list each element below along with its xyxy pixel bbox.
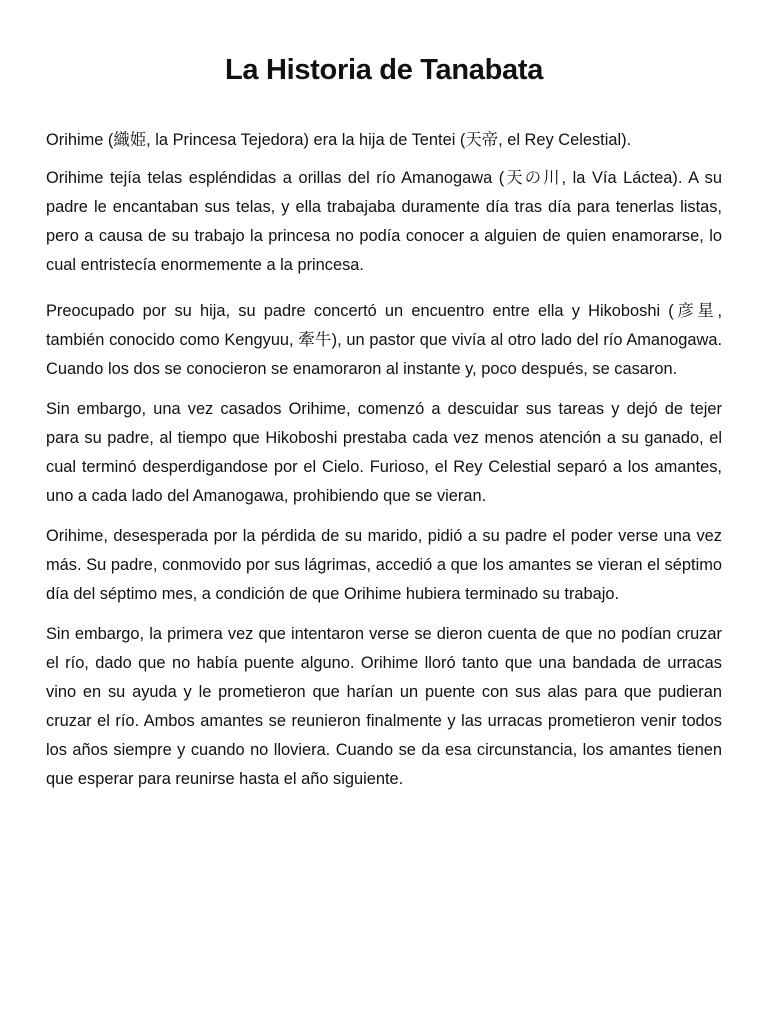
paragraph-5: Orihime, desesperada por la pérdida de su marido, pidió a su padre el poder verse una vez más. Su padre, conmovido por sus lágrimas, accedió a que los amantes se vieran el séptimo día del séptimo mes, a condición de que Orihime hubiera terminado su trabajo.	[46, 527, 722, 603]
document-page	[46, 0, 722, 805]
paragraph-2: Orihime tejía telas espléndidas a orillas del río Amanogawa (天の川, la Vía Láctea). A su padre le encantaban sus telas, y ella trabajaba duramente día tras día para tenerlas listas, pero a causa de su trabajo la princesa no podía conocer a alguien de quien enamorarse, lo cual entristecía enormemente a la princesa.	[46, 169, 722, 274]
page-title: La Historia de Tanabata	[224, 54, 544, 86]
paragraph-1: Orihime (織姫, la Princesa Tejedora) era la hija de Tentei (天帝, el Rey Celestial).	[46, 131, 632, 149]
paragraph-6: Sin embargo, la primera vez que intentaron verse se dieron cuenta de que no podían cruzar el río, dado que no había puente alguno. Orihime lloró tanto que una bandada de urracas vino en su ayuda y le prometieron que harían un puente con sus alas para que pudieran cruzar el río. Ambos amantes se reunieron finalmente y las urracas prometieron venir todos los años siempre y cuando no lloviera. Cuando se da esa circunstancia, los amantes tienen que esperar para reunirse hasta el año siguiente.	[46, 625, 722, 788]
paragraph-3: Preocupado por su hija, su padre concertó un encuentro entre ella y Hikoboshi (彦星, también conocido como Kengyuu, 牽牛), un pastor que vivía al otro lado del río Amanogawa. Cuando los dos se conocieron se enamoraron al instante y, poco después, se casaron.	[46, 302, 722, 378]
document-body	[46, 126, 722, 794]
paragraph-4: Sin embargo, una vez casados Orihime, comenzó a descuidar sus tareas y dejó de tejer para su padre, al tiempo que Hikoboshi prestaba cada vez menos atención a su ganado, el cual terminó desperdigandose por el Cielo. Furioso, el Rey Celestial separó a los amantes, uno a cada lado del Amanogawa, prohibiendo que se vieran.	[46, 400, 722, 505]
